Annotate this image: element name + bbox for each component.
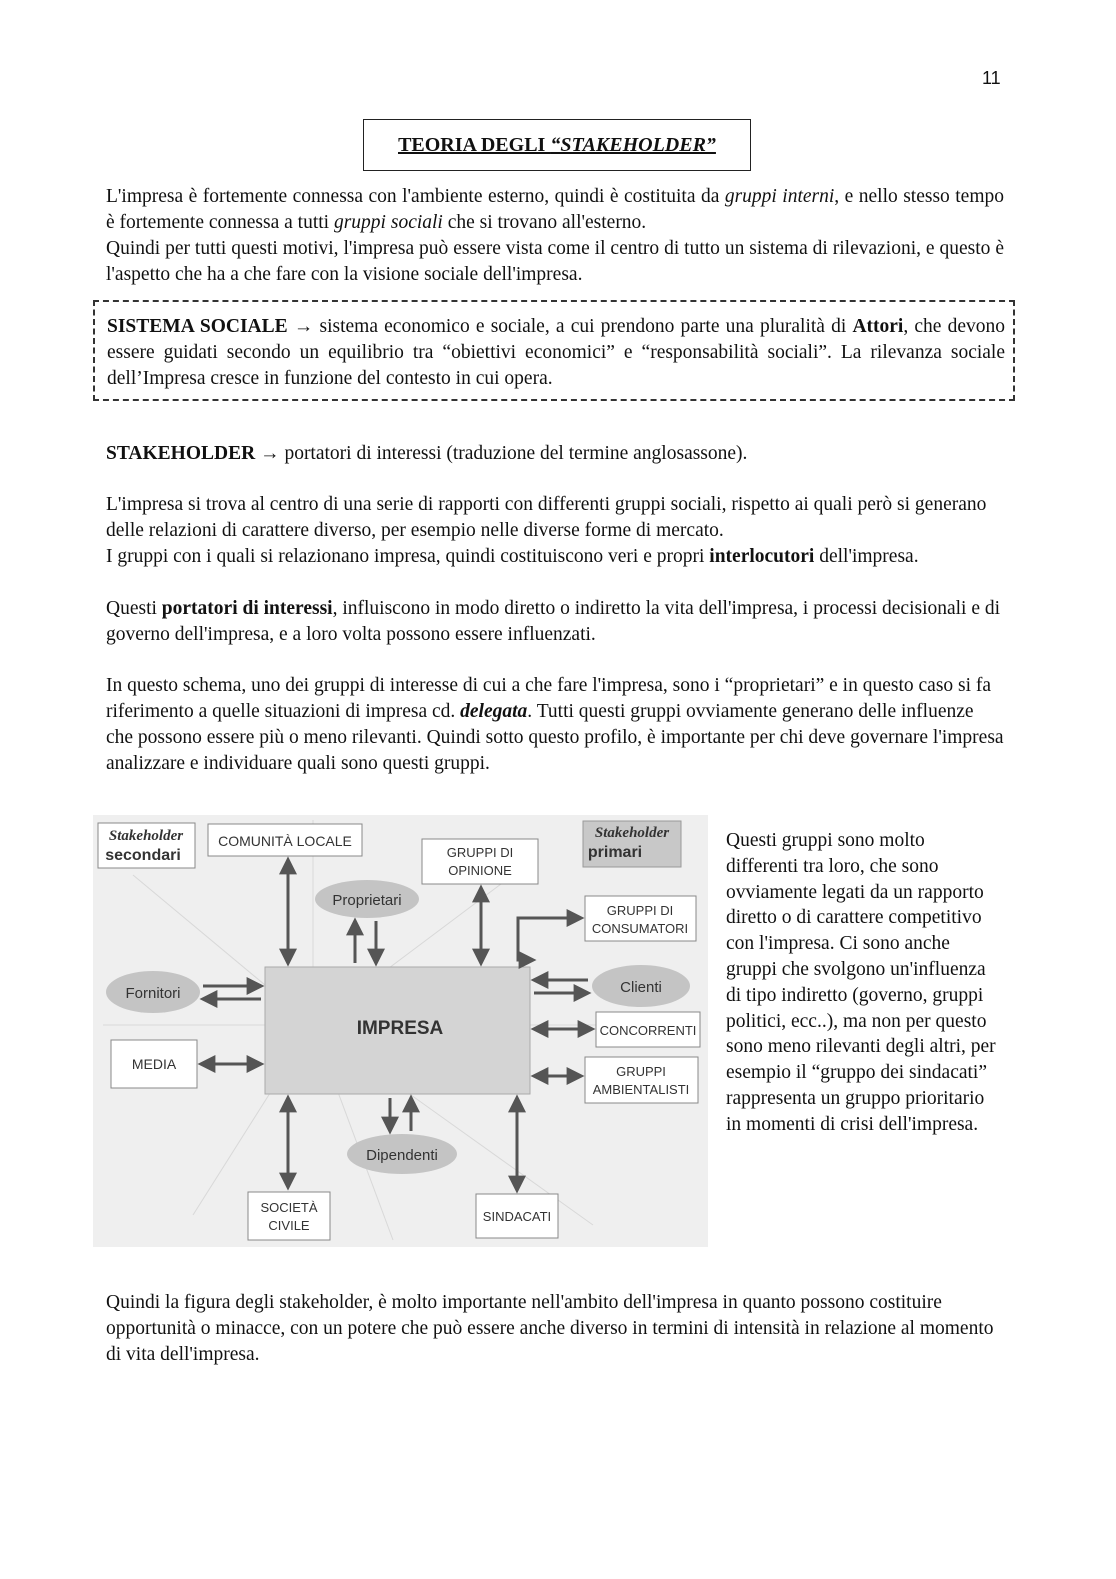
body-paragraph-4: In questo schema, uno dei gruppi di interesse di cui a che fare l'impresa, sono i “proprietari” e in questo caso si fa riferimento a quelle situazioni di impresa cd. delegata. Tutti questi gruppi ovviamente generano delle influenze che possono essere più o meno rilevanti. Quindi sotto questo profilo, è importante per chi deve governare l'impresa analizzare e individuare quali sono questi gruppi. <box>106 675 1004 774</box>
svg-text:Proprietari: Proprietari <box>332 892 402 909</box>
intro-paragraph-2: Quindi per tutti questi motivi, l'impresa può essere vista come il centro di tutto un sistema di rilevazioni, e questo è l'aspetto che ha a che fare con la visione sociale dell'impresa. <box>106 238 1004 285</box>
svg-text:CONCORRENTI: CONCORRENTI <box>599 1023 697 1038</box>
diagram-side-text: Questi gruppi sono molto differenti tra loro, che sono ovviamente legati da un rapporto diretto o di carattere competitivo con l'impresa. Ci sono anche gruppi che svolgono un'influenza di tipo indiretto (governo, gruppi politici, ecc..), ma non per questo sono meno rilevanti degli altri, per esempio il “gruppo dei sindacati” rappresenta un gruppo prioritario in momenti di crisi dell'impresa. <box>726 830 996 1135</box>
intro-paragraph-1: L'impresa è fortemente connessa con l'ambiente esterno, quindi è costituita da gruppi interni, e nello stesso tempo è fortemente connessa a tutti gruppi sociali che si trovano all'esterno. <box>106 186 1004 233</box>
svg-text:COMUNITÀ LOCALE: COMUNITÀ LOCALE <box>218 833 352 849</box>
page-title <box>363 119 751 171</box>
conclusion-paragraph: Quindi la figura degli stakeholder, è molto importante nell'ambito dell'impresa in quanto possono costituire opportunità o minacce, con un potere che può essere anche diverso in termini di intensità in relazione al momento di vita dell'impresa. <box>106 1292 994 1365</box>
legend-primary-bold: primari <box>587 844 643 861</box>
svg-text:CONSUMATORI: CONSUMATORI <box>591 921 689 936</box>
svg-text:Fornitori: Fornitori <box>125 985 181 1002</box>
svg-text:SINDACATI: SINDACATI <box>482 1209 552 1224</box>
svg-text:OPINIONE: OPINIONE <box>448 863 512 878</box>
body-paragraph-3: Questi portatori di interessi, influiscono in modo diretto o indiretto la vita dell'impresa, i processi decisionali e di governo dell'impresa, e a loro volta possono essere influenzati. <box>106 598 1001 645</box>
svg-text:AMBIENTALISTI: AMBIENTALISTI <box>592 1082 690 1097</box>
svg-text:GRUPPI DI: GRUPPI DI <box>446 845 514 860</box>
page-number: 11 <box>982 68 1001 88</box>
body-paragraph-1: L'impresa si trova al centro di una serie di rapporti con differenti gruppi sociali, rispetto ai quali però si generano delle relazioni di carattere diverso, per esempio nelle diverse forme di mercato. <box>106 494 987 541</box>
svg-text:MEDIA: MEDIA <box>131 1056 177 1072</box>
svg-text:Clienti: Clienti <box>620 979 662 996</box>
svg-text:CIVILE: CIVILE <box>268 1218 310 1233</box>
svg-text:GRUPPI: GRUPPI <box>616 1064 666 1079</box>
svg-text:Dipendenti: Dipendenti <box>366 1147 438 1164</box>
title-prefix: TEORIA DEGLI <box>398 133 551 156</box>
svg-text:SOCIETÀ: SOCIETÀ <box>260 1200 318 1215</box>
svg-text:GRUPPI DI: GRUPPI DI <box>606 903 674 918</box>
legend-primary-italic: Stakeholder <box>594 825 670 841</box>
legend-secondary-italic: Stakeholder <box>108 828 184 844</box>
body-paragraph-2: I gruppi con i quali si relazionano impresa, quindi costituiscono veri e propri interlocutori dell'impresa. <box>106 546 919 567</box>
legend-secondary-bold: secondari <box>105 847 181 864</box>
stakeholder-diagram <box>93 815 708 1247</box>
sistema-sociale-definition: SISTEMA SOCIALE → sistema economico e sociale, a cui prendono parte una pluralità di Attori, che devono essere guidati secondo un equilibrio tra “obiettivi economici” e “responsabilità sociali”. La rilevanza sociale dell’Impresa cresce in funzione del contesto in cui opera. <box>107 316 1006 389</box>
sistema-sociale-box <box>93 300 1015 401</box>
title-italic: “STAKEHOLDER” <box>550 133 716 156</box>
stakeholder-definition: STAKEHOLDER → portatori di interessi (traduzione del termine anglosassone). <box>106 443 748 464</box>
impresa-label: IMPRESA <box>356 1018 444 1039</box>
